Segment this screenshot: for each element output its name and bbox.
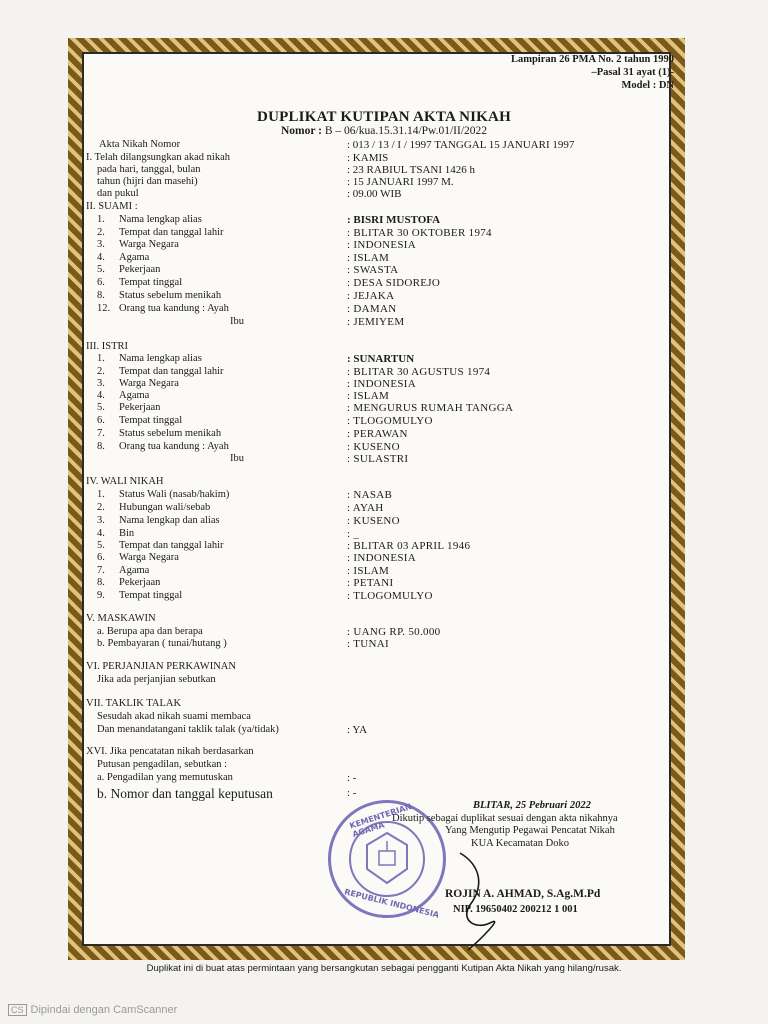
pengadilan-line-3: b. Nomor dan tanggal keputusan <box>97 786 273 801</box>
istri-row-label: 3. Warga Negara <box>97 378 179 389</box>
wali-row-label: 3. Nama lengkap dan alias <box>97 515 220 526</box>
attachment-line-2: –Pasal 31 ayat (1)- <box>591 67 674 78</box>
istri-row-label: 7. Status sebelum menikah <box>97 428 222 439</box>
wali-row-value: : TLOGOMULYO <box>347 590 433 602</box>
handwritten-signature <box>450 845 520 955</box>
istri-row-value: : SULASTRI <box>347 453 409 465</box>
signature-line-2: Yang Mengutip Pegawai Pencatat Nikah <box>445 825 615 836</box>
maskawin-value-1: : UANG RP. 50.000 <box>347 626 441 638</box>
pengadilan-line-2: a. Pengadilan yang memutuskan <box>97 772 233 783</box>
document-title: DUPLIKAT KUTIPAN AKTA NIKAH <box>257 109 511 125</box>
wali-row-label: 7. Agama <box>97 565 150 576</box>
maskawin-heading: V. MASKAWIN <box>86 613 156 624</box>
wali-row-label: 8. Pekerjaan <box>97 577 161 588</box>
signature-line-3: KUA Kecamatan Doko <box>471 838 569 849</box>
maskawin-label-2: b. Pembayaran ( tunai/hutang ) <box>97 638 227 649</box>
suami-row-label: 6. Tempat tinggal <box>97 277 183 288</box>
attachment-line-1: Lampiran 26 PMA No. 2 tahun 1990 <box>510 54 674 65</box>
footer-note: Duplikat ini di buat atas permintaan yang bersangkutan sebagai pengganti Kutipan Akta Nikah yang hilang/rusak. <box>146 963 622 974</box>
istri-row-label: 2. Tempat dan tanggal lahir <box>97 366 224 377</box>
wali-row-label: 5. Tempat dan tanggal lahir <box>97 540 224 551</box>
suami-heading: II. SUAMI : <box>86 201 138 212</box>
maskawin-value-2: : TUNAI <box>347 638 389 650</box>
perjanjian-label: Jika ada perjanjian sebutkan <box>97 674 216 685</box>
istri-row-value: : ISLAM <box>347 390 390 402</box>
section-1-line-4: dan pukul <box>97 188 139 199</box>
istri-row-value: : TLOGOMULYO <box>347 415 433 427</box>
signature-nip: NIP. 19650402 200212 1 001 <box>453 904 578 915</box>
stamp-top-text: KEMENTERIAN AGAMA <box>348 801 413 840</box>
taklik-heading: VII. TAKLIK TALAK <box>86 698 182 709</box>
section-1-value-2: : 23 RABIUL TSANI 1426 h <box>347 164 476 176</box>
wali-row-value: : PETANI <box>347 577 394 589</box>
suami-row-label: 4. Agama <box>97 252 150 263</box>
scanner-watermark <box>8 1004 177 1016</box>
wali-row-value: : ISLAM <box>347 565 390 577</box>
istri-row-label: 6. Tempat tinggal <box>97 415 183 426</box>
suami-row-label: 5. Pekerjaan <box>97 264 161 275</box>
scanner-badge: CS <box>8 1004 27 1016</box>
suami-row-label: Ibu <box>230 316 244 327</box>
wali-row-value: : KUSENO <box>347 515 400 527</box>
nomor-label: Nomor : <box>280 125 322 137</box>
section-1-line-1: I. Telah dilangsungkan akad nikah <box>86 152 230 163</box>
istri-row-value: : BLITAR 30 AGUSTUS 1974 <box>347 366 491 378</box>
pengadilan-value-2: : - <box>347 772 357 784</box>
section-1-line-3: tahun (hijri dan masehi) <box>97 176 198 187</box>
suami-row-value: : DESA SIDOREJO <box>347 277 441 289</box>
taklik-line-1: Sesudah akad nikah suami membaca <box>97 711 251 722</box>
section-1-value-3: : 15 JANUARI 1997 M. <box>347 176 454 188</box>
wali-row-value: : BLITAR 03 APRIL 1946 <box>347 540 471 552</box>
suami-row-value: : DAMAN <box>347 303 397 315</box>
maskawin-label-1: a. Berupa apa dan berapa <box>97 626 203 637</box>
nomor-value: B – 06/kua.15.31.14/Pw.01/II/2022 <box>324 125 488 137</box>
stamp-bottom-text: REPUBLIK INDONESIA <box>343 887 440 920</box>
scanner-text: Dipindai dengan CamScanner <box>30 1004 178 1016</box>
signature-name: ROJIN A. AHMAD, S.Ag.M.Pd <box>445 888 601 900</box>
pengadilan-line-1: Putusan pengadilan, sebutkan : <box>97 759 228 770</box>
istri-row-value: : KUSENO <box>347 441 400 453</box>
suami-row-value: : BLITAR 30 OKTOBER 1974 <box>347 227 492 239</box>
pengadilan-heading: XVI. Jika pencatatan nikah berdasarkan <box>86 746 254 757</box>
document-number <box>0 125 768 137</box>
wali-row-label: 9. Tempat tinggal <box>97 590 183 601</box>
istri-row-value: : INDONESIA <box>347 378 416 390</box>
suami-row-value: : JEMIYEM <box>347 316 405 328</box>
suami-row-value: : JEJAKA <box>347 290 395 302</box>
suami-row-label: 2. Tempat dan tanggal lahir <box>97 227 224 238</box>
wali-row-value: : INDONESIA <box>347 552 416 564</box>
signature-line-1: Dikutip sebagai duplikat sesuai dengan akta nikahnya <box>392 813 618 824</box>
akta-value: : 013 / 13 / I / 1997 TANGGAL 15 JANUARI 1997 <box>347 139 575 151</box>
wali-row-value: : _ <box>347 528 360 540</box>
suami-row-label: 12. Orang tua kandung : Ayah <box>97 303 229 314</box>
akta-label: Akta Nikah Nomor <box>99 139 181 150</box>
taklik-value: : YA <box>347 724 368 736</box>
suami-row-label: 1. Nama lengkap alias <box>97 214 202 225</box>
attachment-line-3: Model : DN <box>621 80 674 91</box>
suami-row-value: : BISRI MUSTOFA <box>347 214 441 226</box>
wali-row-value: : NASAB <box>347 489 393 501</box>
wali-heading: IV. WALI NIKAH <box>86 476 164 487</box>
istri-row-label: 5. Pekerjaan <box>97 402 161 413</box>
istri-heading: III. ISTRI <box>86 341 128 352</box>
istri-row-label: 1. Nama lengkap alias <box>97 353 202 364</box>
wali-row-label: 6. Warga Negara <box>97 552 179 563</box>
istri-row-value: : MENGURUS RUMAH TANGGA <box>347 402 514 414</box>
istri-row-label: Ibu <box>230 453 244 464</box>
wali-row-label: 4. Bin <box>97 528 135 539</box>
suami-row-value: : ISLAM <box>347 252 390 264</box>
istri-row-label: 4. Agama <box>97 390 150 401</box>
section-1-value-4: : 09.00 WIB <box>347 188 402 200</box>
istri-row-value: : SUNARTUN <box>347 353 415 365</box>
istri-row-label: 8. Orang tua kandung : Ayah <box>97 441 229 452</box>
wali-row-label: 1. Status Wali (nasab/hakim) <box>97 489 230 500</box>
istri-row-value: : PERAWAN <box>347 428 408 440</box>
suami-row-value: : SWASTA <box>347 264 399 276</box>
suami-row-value: : INDONESIA <box>347 239 416 251</box>
suami-row-label: 8. Status sebelum menikah <box>97 290 222 301</box>
wali-row-value: : AYAH <box>347 502 384 514</box>
section-1-line-2: pada hari, tanggal, bulan <box>97 164 201 175</box>
perjanjian-heading: VI. PERJANJIAN PERKAWINAN <box>86 661 236 672</box>
signature-place-date: BLITAR, 25 Pebruari 2022 <box>473 800 591 811</box>
pengadilan-value-3: : - <box>347 787 357 799</box>
suami-row-label: 3. Warga Negara <box>97 239 179 250</box>
taklik-line-2: Dan menandatangani taklik talak (ya/tidak) <box>97 724 279 735</box>
section-1-value-1: : KAMIS <box>347 152 389 164</box>
wali-row-label: 2. Hubungan wali/sebab <box>97 502 211 513</box>
